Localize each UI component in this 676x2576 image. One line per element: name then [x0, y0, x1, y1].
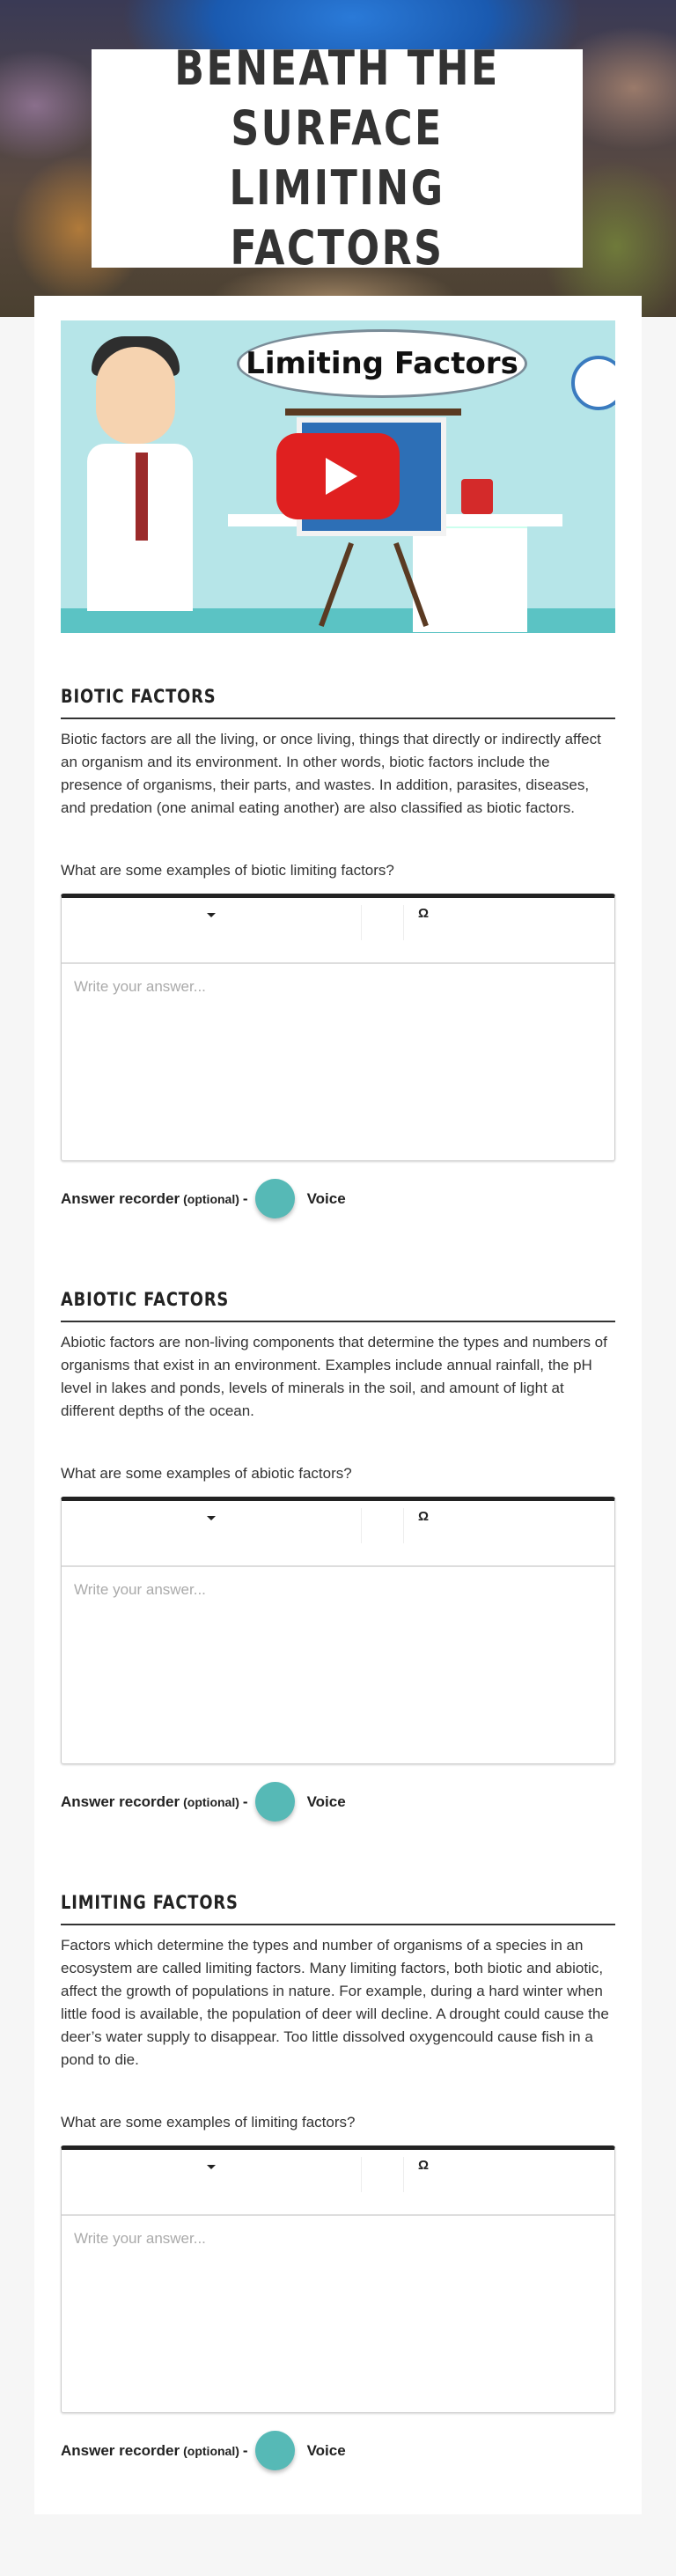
section-limiting [61, 1892, 615, 2470]
video-embed[interactable] [61, 320, 615, 633]
title-box [92, 40, 583, 276]
toolbar-separator [361, 2157, 362, 2192]
recorder-optional: (optional) [183, 2443, 239, 2458]
editor-toolbar [62, 898, 614, 964]
format-dropdown[interactable] [62, 2150, 361, 2183]
section-title: ABIOTIC FACTORS [61, 1289, 230, 1310]
section-body: Abiotic factors are non-living components that determine the types and numbers of organisms that exist in an environment. Examples include annual rainfall, the pH level in lakes and ponds, levels of minerals in the soil, and amount of light at different depths of the ocean. [61, 1334, 607, 1419]
record-voice-button[interactable] [255, 1782, 295, 1822]
video-floor [61, 608, 615, 633]
drawer [413, 526, 527, 632]
recorder-dash: - [242, 1189, 248, 1207]
section-body: Factors which determine the types and number of organisms of a species in an ecosystem are called limiting factors. Many limiting factors, both biotic and abiotic, affect the growth of populations in nature. For example, during a hard winter when little food is available, the population of deer will decline. A drought could cause the deer’s water supply to disappear. Too little dissolved oxygencould cause fish in a pond to die. [61, 1937, 609, 2068]
format-dropdown[interactable] [62, 898, 361, 931]
voice-label: Voice [306, 1189, 346, 1207]
question-label: What are some examples of biotic limiting factors? [61, 862, 394, 879]
clock-icon [571, 356, 615, 410]
caret-down-icon [207, 2165, 216, 2169]
question-label: What are some examples of limiting factors? [61, 2114, 356, 2131]
divider [61, 1924, 615, 1925]
answer-recorder [61, 1179, 615, 1218]
page-title [136, 39, 539, 278]
toolbar-separator [403, 905, 404, 940]
answer-textarea[interactable] [62, 2216, 614, 2408]
title-line: SURFACE LIMITING [229, 100, 445, 216]
recorder-optional: (optional) [183, 1191, 239, 1206]
record-voice-button[interactable] [255, 1179, 295, 1218]
page-footer-space [0, 2514, 676, 2576]
editor-toolbar [62, 2150, 614, 2216]
special-character-button[interactable]: Ω [418, 906, 430, 921]
divider [61, 1321, 615, 1322]
voice-label: Voice [306, 1792, 346, 1810]
hero-banner [0, 0, 676, 317]
youtube-play-button[interactable] [276, 433, 400, 519]
recorder-label: Answer recorder [61, 2441, 180, 2459]
scale-icon [461, 479, 493, 514]
toolbar-separator [361, 905, 362, 940]
toolbar-separator [403, 1508, 404, 1543]
question-label: What are some examples of abiotic factors? [61, 1465, 352, 1482]
cartoon-head [96, 347, 175, 444]
recorder-dash: - [242, 2441, 248, 2459]
format-dropdown[interactable] [62, 1501, 361, 1535]
recorder-dash: - [242, 1792, 248, 1810]
title-line: FACTORS [230, 220, 445, 276]
recorder-label: Answer recorder [61, 1792, 180, 1810]
answer-recorder [61, 2431, 615, 2470]
recorder-label: Answer recorder [61, 1189, 180, 1207]
answer-recorder [61, 1782, 615, 1822]
voice-label: Voice [306, 2441, 346, 2459]
record-voice-button[interactable] [255, 2431, 295, 2470]
toolbar-separator [361, 1508, 362, 1543]
caret-down-icon [207, 913, 216, 917]
answer-editor [61, 2145, 615, 2413]
recorder-optional: (optional) [183, 1794, 239, 1809]
special-character-button[interactable]: Ω [418, 2158, 430, 2173]
editor-toolbar [62, 1501, 614, 1567]
answer-editor [61, 894, 615, 1161]
answer-textarea[interactable] [62, 964, 614, 1156]
answer-textarea[interactable] [62, 1567, 614, 1759]
section-title: LIMITING FACTORS [61, 1892, 239, 1913]
title-line: BENEATH THE [174, 40, 500, 96]
section-biotic [61, 686, 615, 1218]
section-abiotic [61, 1289, 615, 1822]
lesson-card [34, 296, 642, 2514]
section-title: BIOTIC FACTORS [61, 686, 217, 707]
section-body: Biotic factors are all the living, or once living, things that directly or indirectly affect an organism and its environment. In other words, biotic factors include the presence of organisms, their parts, and wastes. In addition, parasites, diseases, and predation (one animal eating another) are also classified as biotic factors. [61, 731, 601, 816]
toolbar-separator [403, 2157, 404, 2192]
video-caption: Limiting Factors [237, 329, 527, 398]
answer-editor [61, 1497, 615, 1764]
caret-down-icon [207, 1516, 216, 1520]
divider [61, 718, 615, 719]
play-icon [326, 458, 357, 495]
cartoon-tie [136, 453, 148, 541]
special-character-button[interactable]: Ω [418, 1509, 430, 1524]
easel [285, 408, 461, 416]
